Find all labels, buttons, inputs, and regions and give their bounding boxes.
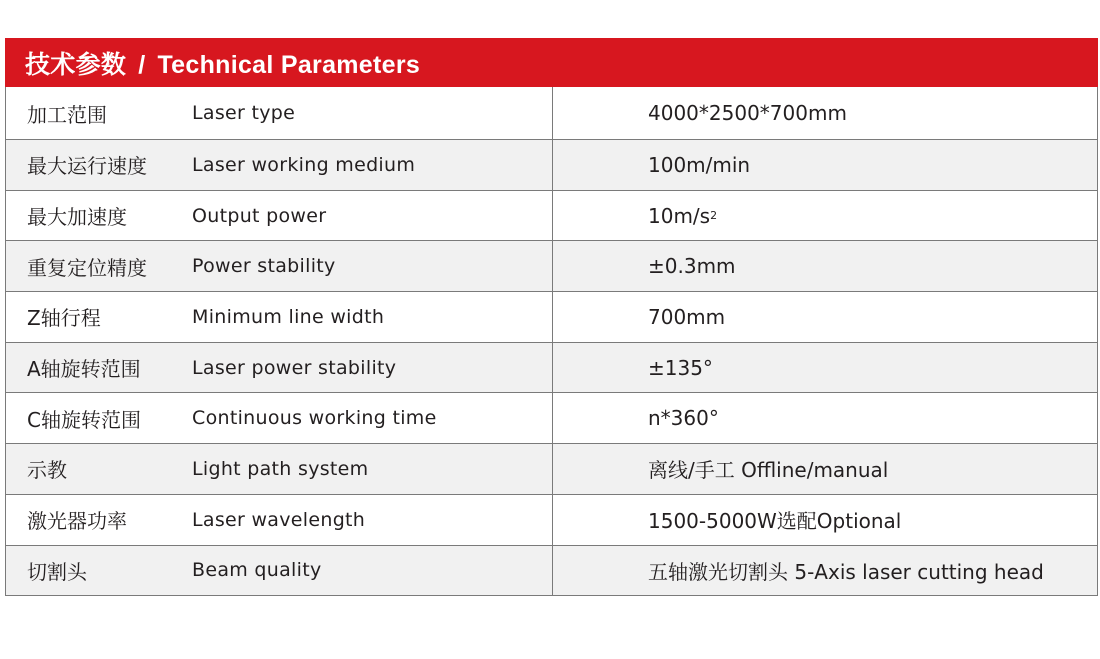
- row-label-chinese: Z轴行程: [27, 306, 101, 331]
- table-row: [6, 392, 1097, 443]
- row-label-english: Minimum line width: [192, 305, 385, 328]
- row-value: [552, 191, 1097, 241]
- technical-parameters-table: [5, 38, 1098, 596]
- value-superscript: 2: [710, 209, 718, 223]
- row-value: 4000*2500*700mm: [552, 87, 1097, 139]
- row-value: ±135°: [552, 343, 1097, 393]
- title-separator: /: [138, 50, 146, 79]
- row-value: ±0.3mm: [552, 241, 1097, 291]
- row-value: n*360°: [552, 393, 1097, 443]
- table-row: [6, 139, 1097, 190]
- row-value: 离线/手工 Offline/manual: [552, 444, 1097, 494]
- row-value: 700mm: [552, 292, 1097, 342]
- value-text: 10m/s: [648, 203, 711, 228]
- row-label-english: Beam quality: [192, 559, 322, 582]
- table-row: [6, 342, 1097, 393]
- row-label-chinese: 切割头: [27, 559, 87, 584]
- table-row: [6, 545, 1097, 596]
- row-label-chinese: C轴旋转范围: [27, 407, 141, 432]
- row-label-chinese: 最大加速度: [27, 205, 127, 230]
- row-label-chinese: 加工范围: [27, 102, 107, 127]
- row-label-chinese: 重复定位精度: [27, 255, 147, 280]
- row-label-chinese: A轴旋转范围: [27, 357, 141, 382]
- row-label-english: Laser wavelength: [192, 508, 366, 531]
- table-row: [6, 443, 1097, 494]
- table-row: [6, 190, 1097, 241]
- row-label-english: Output power: [192, 204, 327, 227]
- row-label-chinese: 最大运行速度: [27, 154, 147, 179]
- row-label-english: Laser type: [192, 102, 296, 124]
- row-value: 五轴激光切割头 5-Axis laser cutting head: [552, 546, 1097, 596]
- table-row: [6, 240, 1097, 291]
- table-row: [6, 291, 1097, 342]
- row-value: 100m/min: [552, 140, 1097, 190]
- row-label-english: Power stability: [192, 255, 336, 278]
- row-label-english: Laser power stability: [192, 356, 397, 379]
- row-label-chinese: 激光器功率: [27, 509, 127, 534]
- table-row: [6, 87, 1097, 139]
- row-label-english: Laser working medium: [192, 153, 416, 176]
- table-body: [5, 87, 1098, 596]
- row-label-chinese: 示教: [27, 458, 67, 483]
- row-label-english: Continuous working time: [192, 407, 437, 430]
- table-row: [6, 494, 1097, 545]
- table-title: [25, 45, 420, 81]
- title-english: Technical Parameters: [157, 50, 421, 79]
- row-label-english: Light path system: [192, 457, 369, 480]
- title-chinese: 技术参数: [25, 50, 127, 79]
- row-value: 1500-5000W选配Optional: [552, 495, 1097, 545]
- table-header-bar: [5, 38, 1098, 87]
